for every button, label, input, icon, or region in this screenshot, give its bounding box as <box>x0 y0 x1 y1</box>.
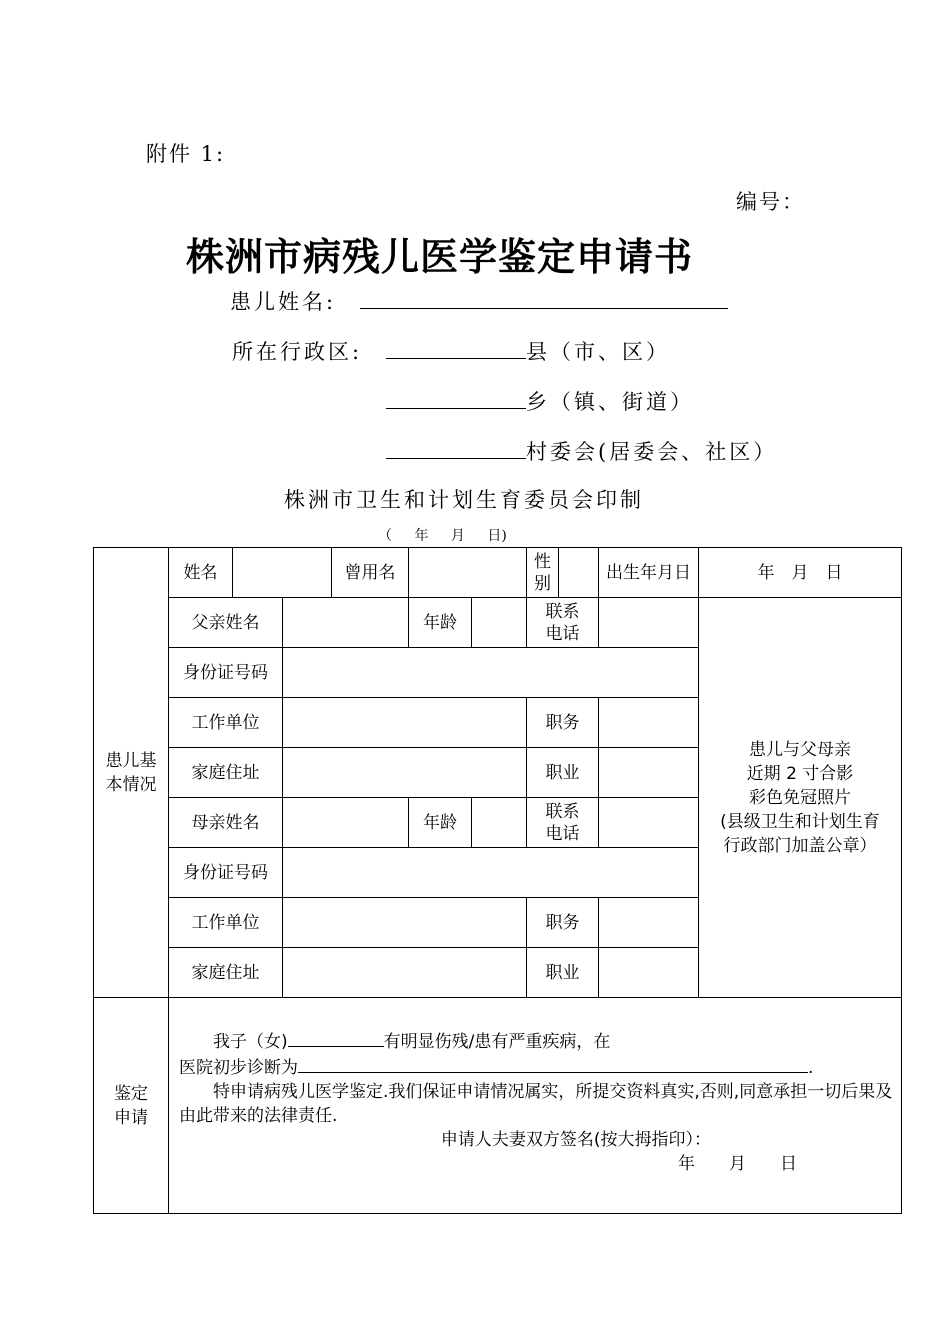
father-occupation-cell[interactable] <box>599 748 699 798</box>
section-basic-info <box>94 548 169 998</box>
statement-date: 年 月 日 <box>678 1154 797 1174</box>
father-id-label: 身份证号码 <box>169 648 283 698</box>
page-title: 株洲市病残儿医学鉴定申请书 <box>186 234 694 279</box>
name-cell[interactable] <box>233 548 332 598</box>
issuing-org: 株洲市卫生和计划生育委员会印制 <box>284 488 644 512</box>
photo-note-3: 彩色免冠照片 <box>749 787 851 808</box>
photo-note-5: 行政部门加盖公章） <box>723 835 877 856</box>
print-date: （ 年 月 日) <box>378 528 507 544</box>
gender-cell[interactable] <box>559 548 599 598</box>
mother-phone-label-text: 联系电话 <box>545 801 580 844</box>
village-blank[interactable] <box>386 437 526 459</box>
father-age-cell[interactable] <box>472 598 527 648</box>
name-label: 姓名 <box>169 548 233 598</box>
statement-line-2 <box>179 1054 893 1080</box>
mother-id-label: 身份证号码 <box>169 848 283 898</box>
father-phone-cell[interactable] <box>599 598 699 648</box>
father-work-unit-label: 工作单位 <box>169 698 283 748</box>
father-name-cell[interactable] <box>283 598 409 648</box>
mother-home-address-label: 家庭住址 <box>169 948 283 998</box>
county-row <box>386 336 670 366</box>
township-blank[interactable] <box>386 387 526 409</box>
child-name-blank[interactable] <box>360 287 728 309</box>
home-address-label: 家庭住址 <box>169 748 283 798</box>
township-row <box>386 386 694 416</box>
mother-phone-cell[interactable] <box>599 798 699 848</box>
photo-area <box>699 598 902 998</box>
father-id-cell[interactable] <box>283 648 699 698</box>
mother-name-label: 母亲姓名 <box>169 798 283 848</box>
region-label: 所在行政区: <box>232 340 363 364</box>
mother-age-label: 年龄 <box>409 798 472 848</box>
mother-name-cell[interactable] <box>283 798 409 848</box>
statement-condition-text: 有明显伤残/患有严重疾病，在 <box>383 1032 611 1052</box>
father-position-label: 职务 <box>527 698 599 748</box>
mother-id-cell[interactable] <box>283 848 699 898</box>
statement-child-prefix: 我子（女) <box>213 1032 288 1052</box>
statement-diagnosis-end: . <box>808 1058 814 1078</box>
father-occupation-label: 职业 <box>527 748 599 798</box>
gender-label <box>527 548 559 598</box>
section-apply <box>94 998 169 1214</box>
former-name-label: 曾用名 <box>332 548 409 598</box>
mother-home-address-cell[interactable] <box>283 948 527 998</box>
birth-date-label-text: 出生年月日 <box>606 562 691 583</box>
mother-occupation-cell[interactable] <box>599 948 699 998</box>
township-suffix: 乡（镇、街道） <box>526 390 694 414</box>
father-position-cell[interactable] <box>599 698 699 748</box>
county-suffix: 县（市、区） <box>526 340 670 364</box>
father-name-label: 父亲姓名 <box>169 598 283 648</box>
photo-note-1: 患儿与父母亲 <box>749 739 851 760</box>
section-basic-info-label: 患儿基本情况 <box>105 750 157 795</box>
father-work-unit-cell[interactable] <box>283 698 527 748</box>
signature-label: 申请人夫妻双方签名(按大拇指印）： <box>440 1130 712 1150</box>
attachment-label: 附件 1: <box>146 142 226 166</box>
birth-date-cell[interactable]: 年 月 日 <box>699 548 902 598</box>
statement-line-1 <box>179 1028 893 1054</box>
father-age-label: 年龄 <box>409 598 472 648</box>
child-name-row <box>230 286 728 316</box>
section-apply-label: 鉴定申请 <box>114 1083 148 1128</box>
statement-pledge: 特申请病残儿医学鉴定.我们保证申请情况属实，所提交资料真实,否则,同意承担一切后果及由此带来的法律责任. <box>179 1082 893 1126</box>
photo-note-4: (县级卫生和计划生育 <box>720 811 880 832</box>
former-name-cell[interactable] <box>409 548 527 598</box>
mother-occupation-label: 职业 <box>527 948 599 998</box>
county-blank[interactable] <box>386 337 526 359</box>
village-suffix: 村委会(居委会、社区） <box>526 440 778 464</box>
photo-note-2: 近期 2 寸合影 <box>746 763 854 784</box>
statement-diagnosis-prefix: 医院初步诊断为 <box>179 1058 298 1078</box>
gender-label-text: 性别 <box>534 551 551 594</box>
application-form-table <box>93 547 902 1214</box>
child-name-label: 患儿姓名: <box>230 290 337 314</box>
serial-number-label: 编号： <box>736 190 805 214</box>
condition-blank[interactable] <box>288 1028 384 1047</box>
village-row <box>386 436 777 466</box>
mother-work-unit-cell[interactable] <box>283 898 527 948</box>
diagnosis-blank[interactable] <box>298 1054 808 1073</box>
mother-work-unit-label: 工作单位 <box>169 898 283 948</box>
mother-phone-label <box>527 798 599 848</box>
statement-cell <box>169 998 902 1214</box>
mother-position-label: 职务 <box>527 898 599 948</box>
father-phone-label <box>527 598 599 648</box>
birth-date-label <box>599 548 699 598</box>
home-address-cell[interactable] <box>283 748 527 798</box>
mother-age-cell[interactable] <box>472 798 527 848</box>
mother-position-cell[interactable] <box>599 898 699 948</box>
father-phone-label-text: 联系电话 <box>545 601 580 644</box>
